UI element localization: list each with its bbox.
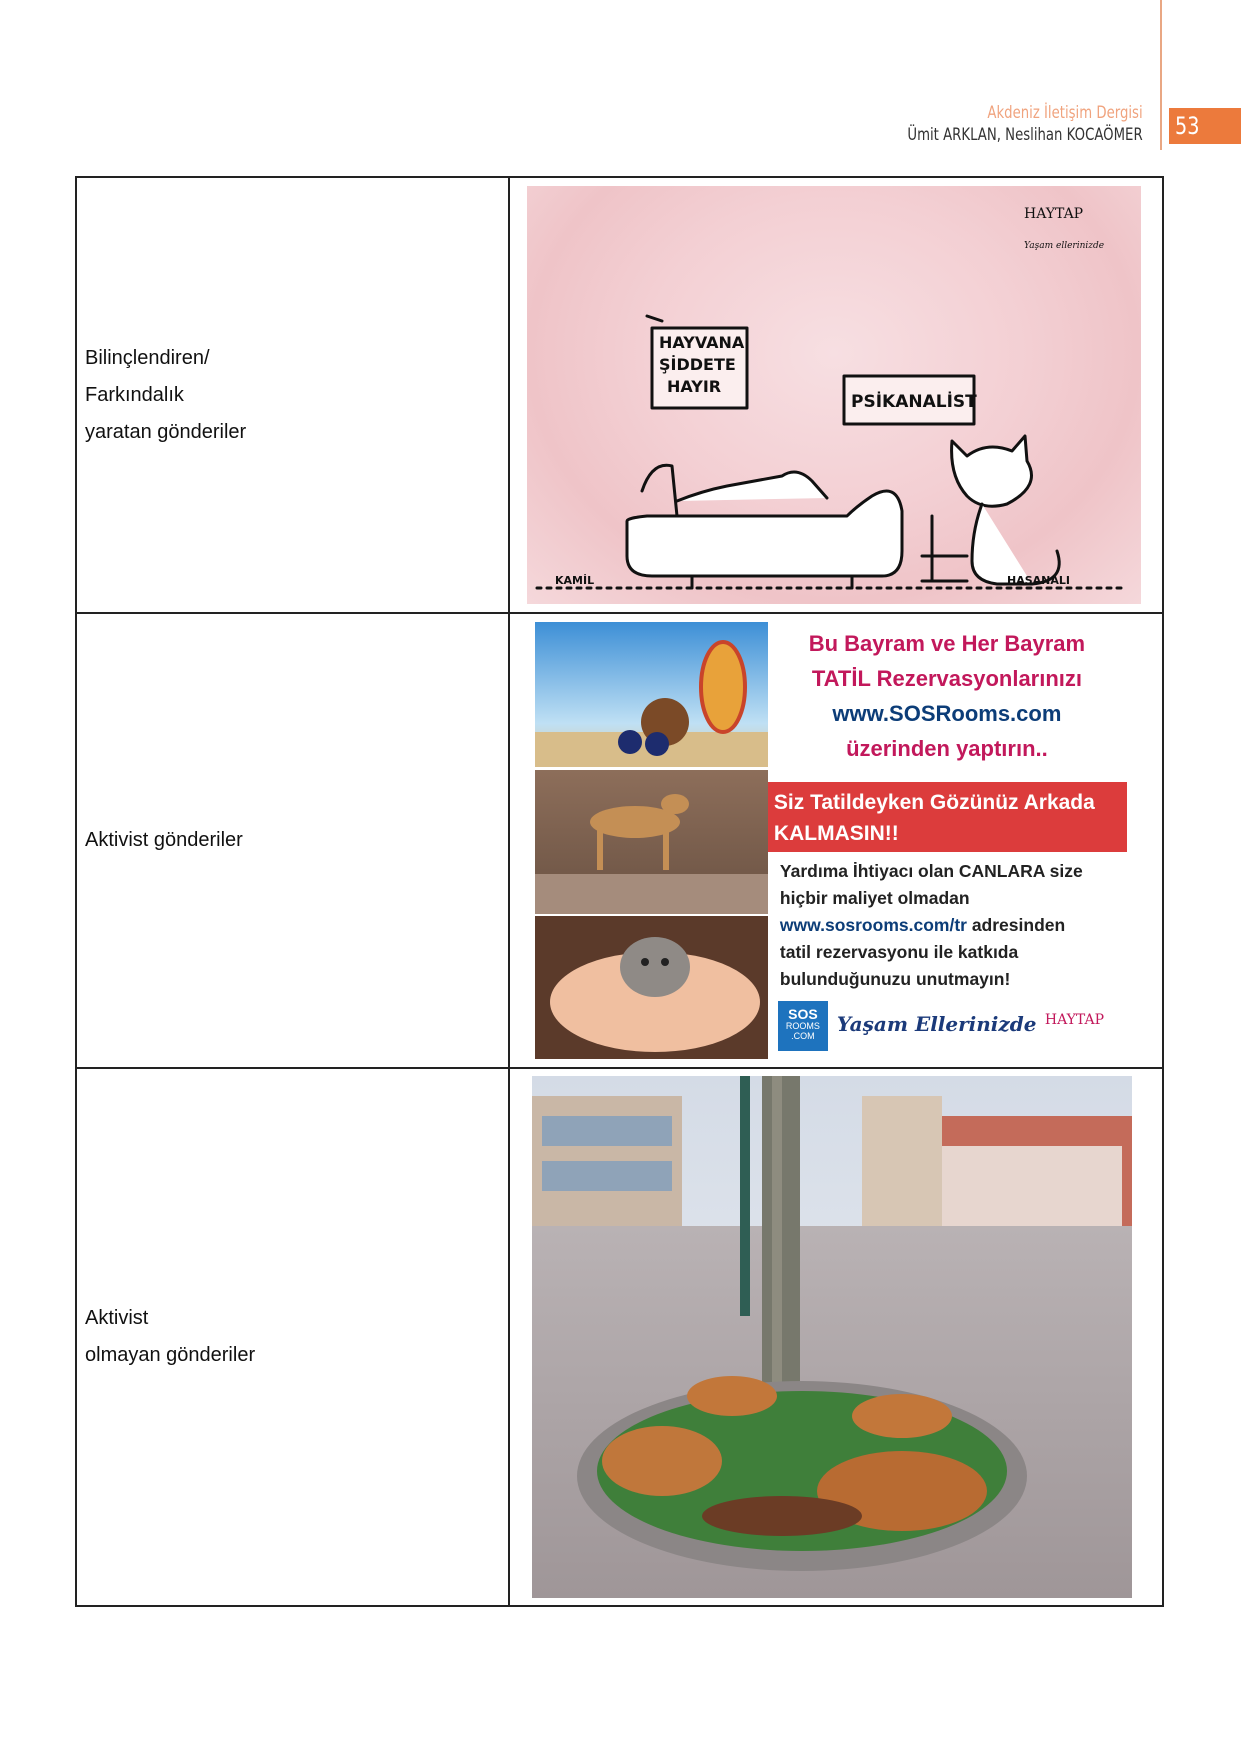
sign-text-line: HAYIR <box>666 377 722 396</box>
example-cell <box>509 1068 1163 1606</box>
body-line: bulunduğunuzu unutmayın! <box>779 969 1011 989</box>
category-label-line: yaratan gönderiler <box>85 420 247 443</box>
table-row <box>76 1068 1163 1606</box>
haytap-logo-text: HAYTAP <box>1023 206 1084 222</box>
headline-line: Bu Bayram ve Her Bayram <box>808 631 1086 656</box>
cartoon-image <box>527 186 1141 604</box>
table-row <box>76 613 1163 1068</box>
photo-drawing <box>532 1076 1132 1598</box>
body-line: hiçbir maliyet olmadan <box>779 888 970 908</box>
page-number-badge <box>1169 108 1241 144</box>
category-label-line: olmayan gönderiler <box>85 1344 256 1366</box>
headline-line: TATİL Rezervasyonlarınızı <box>811 666 1083 691</box>
sosrooms-logo <box>778 1001 828 1051</box>
body-url-suffix: adresinden <box>966 915 1066 935</box>
category-label-line: Aktivist gönderiler <box>85 829 243 851</box>
category-cell <box>76 177 509 613</box>
logo-text: .COM <box>791 1031 815 1041</box>
headline-line: üzerinden yaptırın.. <box>846 736 1048 761</box>
category-cell <box>76 1068 509 1606</box>
margin-rule <box>1160 0 1162 150</box>
category-label-line: Aktivist <box>85 1307 149 1329</box>
sign-text-line: ŞİDDETE <box>658 355 736 374</box>
logo-text: ROOMS <box>785 1021 820 1031</box>
category-label-line: Farkındalık <box>85 383 184 406</box>
journal-title: Akdeniz İletişim Dergisi <box>987 103 1143 123</box>
haytap-tagline: Yaşam ellerinizde <box>1023 241 1105 251</box>
example-cell <box>509 613 1163 1068</box>
cartoonist-signature: KAMİL <box>554 574 595 587</box>
headline-url: www.SOSRooms.com <box>832 701 1062 726</box>
body-line: tatil rezervasyonu ile katkıda <box>779 942 1019 962</box>
page-number: 53 <box>1175 112 1200 140</box>
cartoonist-signature: HASANALI <box>1006 574 1070 587</box>
banner-line: KALMASIN!! <box>773 822 899 845</box>
street-dogs-photo <box>532 1076 1132 1598</box>
author-names: Ümit ARKLAN, Neslihan KOCAÖMER <box>907 125 1143 145</box>
example-cell <box>509 177 1163 613</box>
body-line: Yardıma İhtiyacı olan CANLARA size <box>779 861 1083 881</box>
ad-body <box>780 858 1083 993</box>
category-cell <box>76 613 509 1068</box>
body-line <box>780 912 1083 939</box>
body-url: www.sosrooms.com/tr <box>779 915 967 935</box>
table-row <box>76 177 1163 613</box>
haytap-logo-text: HAYTAP <box>1044 1012 1105 1028</box>
ad-headline <box>770 626 1124 766</box>
sign-text: PSİKANALİST <box>850 392 977 412</box>
poster-photos <box>535 622 768 1059</box>
running-header <box>908 102 1143 146</box>
campaign-poster <box>535 622 1129 1059</box>
cartoon-drawing <box>527 186 1141 604</box>
warning-banner-text <box>774 787 1095 849</box>
ad-slogan: Yaşam Ellerinizde <box>836 1012 1037 1036</box>
logo-text: SOS <box>788 1006 818 1022</box>
classification-table <box>75 176 1164 1607</box>
sign-text-line: HAYVANA <box>658 333 745 352</box>
banner-line: Siz Tatildeyken Gözünüz Arkada <box>773 791 1095 814</box>
category-label-line: Bilinçlendiren/ <box>85 346 210 369</box>
